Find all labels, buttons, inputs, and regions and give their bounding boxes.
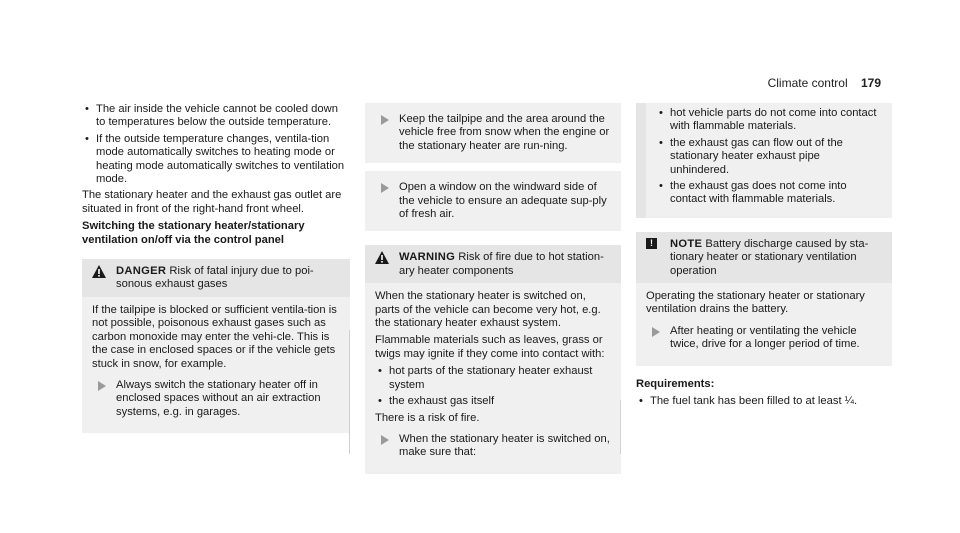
- page-header: [768, 76, 881, 90]
- column-3: [636, 103, 892, 412]
- warning-header: [365, 245, 621, 283]
- arrow-icon: [381, 115, 389, 125]
- danger-title: Risk of fatal injury due to poi-sonous exhaust gases: [116, 265, 314, 291]
- step-item: [646, 321, 882, 358]
- page-number: 179: [860, 76, 881, 90]
- column-divider: [620, 400, 621, 454]
- steps-box: [365, 103, 621, 231]
- warning-text: There is a risk of fire.: [375, 411, 480, 424]
- step-text: Open a window on the windward side of the vehicle to ensure an adequate sup-ply of fresh air.: [399, 181, 607, 221]
- note-panel: [636, 232, 892, 366]
- exclamation-icon: !: [646, 238, 657, 249]
- danger-text: If the tailpipe is blocked or sufficient ventila-tion is not possible, poisonous exhaust gases such as carbon monoxide may enter the vehi-cle. This is the case in enclosed spaces or if the vehicle gets stuck in snow, for example.: [92, 303, 337, 370]
- step-item: [375, 429, 611, 466]
- danger-header: [82, 259, 350, 297]
- column-1: [82, 103, 350, 445]
- arrow-icon: [652, 327, 660, 337]
- warning-triangle-icon: [375, 251, 389, 268]
- note-label: NOTE: [670, 237, 703, 250]
- list-item: • the exhaust gas does not come into contact with flammable materials.: [656, 180, 882, 207]
- column-divider: [349, 330, 350, 454]
- list-item: • If the outside temperature changes, ventila-tion mode automatically switches to heating mode or heating mode automatically switches to ventilation mode.: [82, 133, 350, 187]
- warning-text: When the stationary heater is switched on, parts of the vehicle can become very hot, e.g. the stationary heater exhaust system.: [375, 290, 601, 330]
- step-text: When the stationary heater is switched on, make sure that:: [399, 432, 610, 459]
- warning-title: Risk of fire due to hot station-ary heater components: [399, 251, 604, 277]
- arrow-icon: [381, 183, 389, 193]
- section-heading: Switching the stationary heater/stationary ventilation on/off via the control panel: [82, 220, 305, 246]
- paragraph: The stationary heater and the exhaust gas outlet are situated in front of the right-hand front wheel.: [82, 189, 342, 215]
- continued-list-box: [636, 103, 892, 218]
- section-title: Climate control: [767, 76, 848, 90]
- list-item: • The fuel tank has been filled to at least ¼.: [636, 395, 892, 408]
- step-item: [365, 171, 621, 231]
- arrow-icon: [381, 435, 389, 445]
- danger-body: [82, 297, 350, 433]
- note-text: Operating the stationary heater or stationary ventilation drains the battery.: [646, 290, 865, 316]
- note-body: [636, 283, 892, 366]
- list-item: • The air inside the vehicle cannot be cooled down to temperatures below the outside temperature.: [82, 103, 350, 130]
- danger-label: DANGER: [116, 265, 167, 278]
- step-item: [365, 103, 621, 163]
- list-item: • hot parts of the stationary heater exhaust system: [375, 365, 611, 392]
- info-list: [82, 103, 350, 186]
- step-text: Keep the tailpipe and the area around the vehicle free from snow when the engine or the stationary heater are run-ning.: [399, 113, 610, 152]
- danger-panel: [82, 259, 350, 433]
- list-item: • the exhaust gas can flow out of the stationary heater exhaust pipe unhindered.: [656, 137, 882, 177]
- hazard-list: [375, 365, 611, 408]
- step-text: After heating or ventilating the vehicle twice, drive for a longer period of time.: [670, 324, 860, 351]
- note-header: [636, 232, 892, 283]
- warning-text: Flammable materials such as leaves, grass or twigs may ignite if they come into contact with:: [375, 334, 605, 360]
- arrow-icon: [98, 381, 106, 391]
- list-item: • the exhaust gas itself: [375, 395, 611, 408]
- requirements-heading: Requirements:: [636, 377, 715, 390]
- warning-label: WARNING: [399, 251, 456, 264]
- step-item: [92, 375, 340, 425]
- condition-list: [656, 107, 882, 207]
- step-text: Always switch the stationary heater off in enclosed spaces without an air extraction systems, e.g. in garages.: [116, 378, 321, 418]
- warning-panel: [365, 245, 621, 473]
- step-divider: [365, 163, 621, 171]
- column-2: [365, 103, 621, 486]
- note-title: Battery discharge caused by sta-tionary heater or stationary ventilation operation: [670, 237, 869, 277]
- warning-body: [365, 283, 621, 473]
- requirements-list: [636, 395, 892, 408]
- warning-triangle-icon: [92, 265, 106, 282]
- list-item: • hot vehicle parts do not come into contact with flammable materials.: [656, 107, 882, 134]
